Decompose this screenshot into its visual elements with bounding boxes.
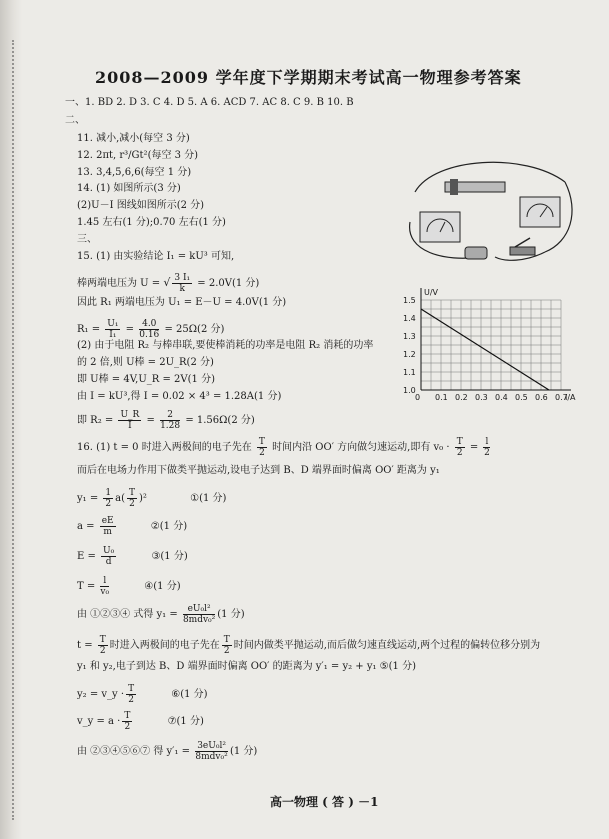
y-tick-label: 1.2 [403, 350, 416, 359]
answer-13: 13. 3,4,5,6,6(每空 1 分) [77, 167, 192, 178]
battery-icon [465, 247, 487, 259]
answer-16-part2: t = $\frac{T}{2}$ 时进入两极间的电子先在 $\frac{T}{2}$ 时间内做类平抛运动,而后做匀速直线运动,两个过程的偏转位移分别为 [77, 635, 541, 656]
answer-15-2b: 的 2 倍,则 U棒 = 2U_R(2 分) [77, 357, 214, 368]
y-tick-label: 1.1 [403, 368, 416, 377]
answer-15-voltage: 棒两端电压为 U = √ $\frac{\text{3 I₁}}{k}$ = 2.0V(1 分) [77, 273, 260, 294]
answers-section-1: 一、1. BD 2. D 3. C 4. D 5. A 6. ACD 7. AC 8. C 9. B 10. B [65, 97, 354, 108]
answer-15-2: (2) 由于电阻 R₂ 与棒串联,要使棒消耗的功率是电阻 R₂ 消耗的功率 [77, 340, 374, 351]
fraction: $\frac{1}{2}$ [105, 488, 112, 509]
circuit-apparatus-illustration [405, 152, 580, 272]
equation-3: E = $\frac{\text{U₀}}{d}$ ③(1 分) [77, 546, 188, 567]
equation-y1: 由 ①②③④ 式得 y₁ = $\frac{\text{eU₀l²}}{\text{8mdv₀²}}$ (1 分) [77, 604, 245, 625]
x-axis-label: I/A [565, 393, 576, 402]
ammeter-icon [420, 212, 460, 242]
fraction: $\frac{T}{2}$ [99, 635, 106, 656]
fraction: $\frac{\text{U₀}}{d}$ [103, 546, 115, 567]
fraction: $\frac{eE}{m}$ [101, 516, 114, 537]
x-tick-label: 0.6 [535, 393, 548, 402]
fraction: $\frac{\text{3 I₁}}{k}$ [174, 273, 191, 294]
page-footer: 高一物理 ( 答 ) －1 [270, 795, 379, 809]
fraction: $\frac{4.0}{0.16}$ [139, 319, 160, 340]
fraction: $\frac{\text{U₁}}{\text{I₁}}$ [107, 319, 119, 340]
answer-15-intro: 15. (1) 由实验结论 I₁ = kU³ 可知, [77, 251, 235, 262]
fraction: $\frac{U\_R}{I}$ [120, 410, 140, 431]
switch-icon [510, 238, 535, 255]
fraction: $\frac{\text{eU₀l²}}{\text{8mdv₀²}}$ [182, 604, 216, 625]
x-tick-label: 0.4 [495, 393, 508, 402]
equation-y1-prime: 由 ②③④⑤⑥⑦ 得 y′₁ = $\frac{\text{3eU₀l²}}{\text{8mdv₀²}}$ (1 分) [77, 741, 258, 762]
answer-14-3: 1.45 左右(1 分);0.70 左右(1 分) [77, 217, 226, 228]
fraction: $\frac{l}{\text{v₀}}$ [100, 576, 110, 597]
x-tick-label: 0.2 [455, 393, 468, 402]
y-tick-label: 1.4 [403, 314, 416, 323]
voltmeter-icon [520, 197, 560, 227]
answer-14-1: 14. (1) 如图所示(3 分) [77, 183, 181, 194]
fraction: $\frac{T}{2}$ [128, 684, 135, 705]
y-tick-label: 1.0 [403, 386, 416, 395]
x-tick-label: 0.3 [475, 393, 488, 402]
answer-16-deviation: y₁ 和 y₂,电子到达 B、D 端界面时偏离 OO′ 的距离为 y′₁ = y₂ + y₁ ⑤(1 分) [77, 661, 416, 672]
fraction: $\frac{T}{2}$ [456, 437, 463, 458]
answer-11: 11. 减小,减小(每空 3 分) [77, 133, 190, 144]
u-i-graph [393, 282, 578, 407]
fraction: $\frac{T}{2}$ [124, 711, 131, 732]
answer-15-r1: R₁ = $\frac{\text{U₁}}{\text{I₁}}$ = $\frac{4.0}{0.16}$ = 25Ω(2 分) [77, 319, 225, 340]
answer-15-r2: 即 R₂ = $\frac{U\_R}{I}$ = $\frac{2}{1.28}$ = 1.56Ω(2 分) [77, 410, 255, 431]
x-tick-label: 0.5 [515, 393, 528, 402]
fraction: $\frac{\text{3eU₀l²}}{\text{8mdv₀²}}$ [195, 741, 228, 762]
fraction: $\frac{2}{1.28}$ [160, 410, 181, 431]
answer-16-intro: 16. (1) t = 0 时进入两极间的电子先在 $\frac{T}{2}$ 时间内沿 OO′ 方向做匀速运动,即有 v₀ · $\frac{T}{2}$ = $\frac{l}{2}$ [77, 437, 490, 458]
x-tick-label: 0.7 [555, 393, 568, 402]
y-tick-label: 1.5 [403, 296, 416, 305]
answer-15-r1-voltage: 因此 R₁ 两端电压为 U₁ = E－U = 4.0V(1 分) [77, 297, 287, 308]
equation-4: T = $\frac{l}{\text{v₀}}$ ④(1 分) [77, 576, 181, 597]
page-title: 2008—2009 学年度下学期期末考试高一物理参考答案 [95, 68, 522, 87]
answer-16-text: 而后在电场力作用下做类平抛运动,设电子达到 B、D 端界面时偏离 OO′ 距离为 y₁ [77, 465, 440, 476]
x-tick-label: 0.1 [435, 393, 448, 402]
grid [421, 300, 561, 390]
fraction: $\frac{T}{2}$ [223, 635, 230, 656]
section-2-heading: 二、 [65, 115, 85, 126]
equation-1: y₁ = $\frac{1}{2}$ a( $\frac{T}{2}$ )² ①(1 分) [77, 488, 227, 509]
binding-holes [12, 40, 20, 820]
answer-15-2d: 由 I = kU³,得 I = 0.02 × 4³ = 1.28A(1 分) [77, 391, 282, 402]
equation-6: y₂ = v_y · $\frac{T}{2}$ ⑥(1 分) [77, 684, 208, 705]
fraction: $\frac{T}{2}$ [129, 488, 136, 509]
y-tick-label: 1.3 [403, 332, 416, 341]
fraction: $\frac{T}{2}$ [258, 437, 265, 458]
rheostat-icon [445, 179, 505, 195]
u-i-fit-line [421, 309, 549, 390]
y-axis-label: U/V [424, 288, 439, 297]
x-tick-label: 0 [415, 393, 421, 402]
answer-12: 12. 2πt, r³/Gt²(每空 3 分) [77, 150, 199, 161]
answer-14-2: (2)U－I 图线如图所示(2 分) [77, 200, 205, 211]
section-3-heading: 三、 [77, 234, 97, 245]
fraction: $\frac{l}{2}$ [484, 437, 490, 458]
answer-15-2c: 即 U棒 = 4V,U_R = 2V(1 分) [77, 374, 215, 385]
equation-7: v_y = a · $\frac{T}{2}$ ⑦(1 分) [77, 711, 204, 732]
equation-2: a = $\frac{eE}{m}$ ②(1 分) [77, 516, 188, 537]
